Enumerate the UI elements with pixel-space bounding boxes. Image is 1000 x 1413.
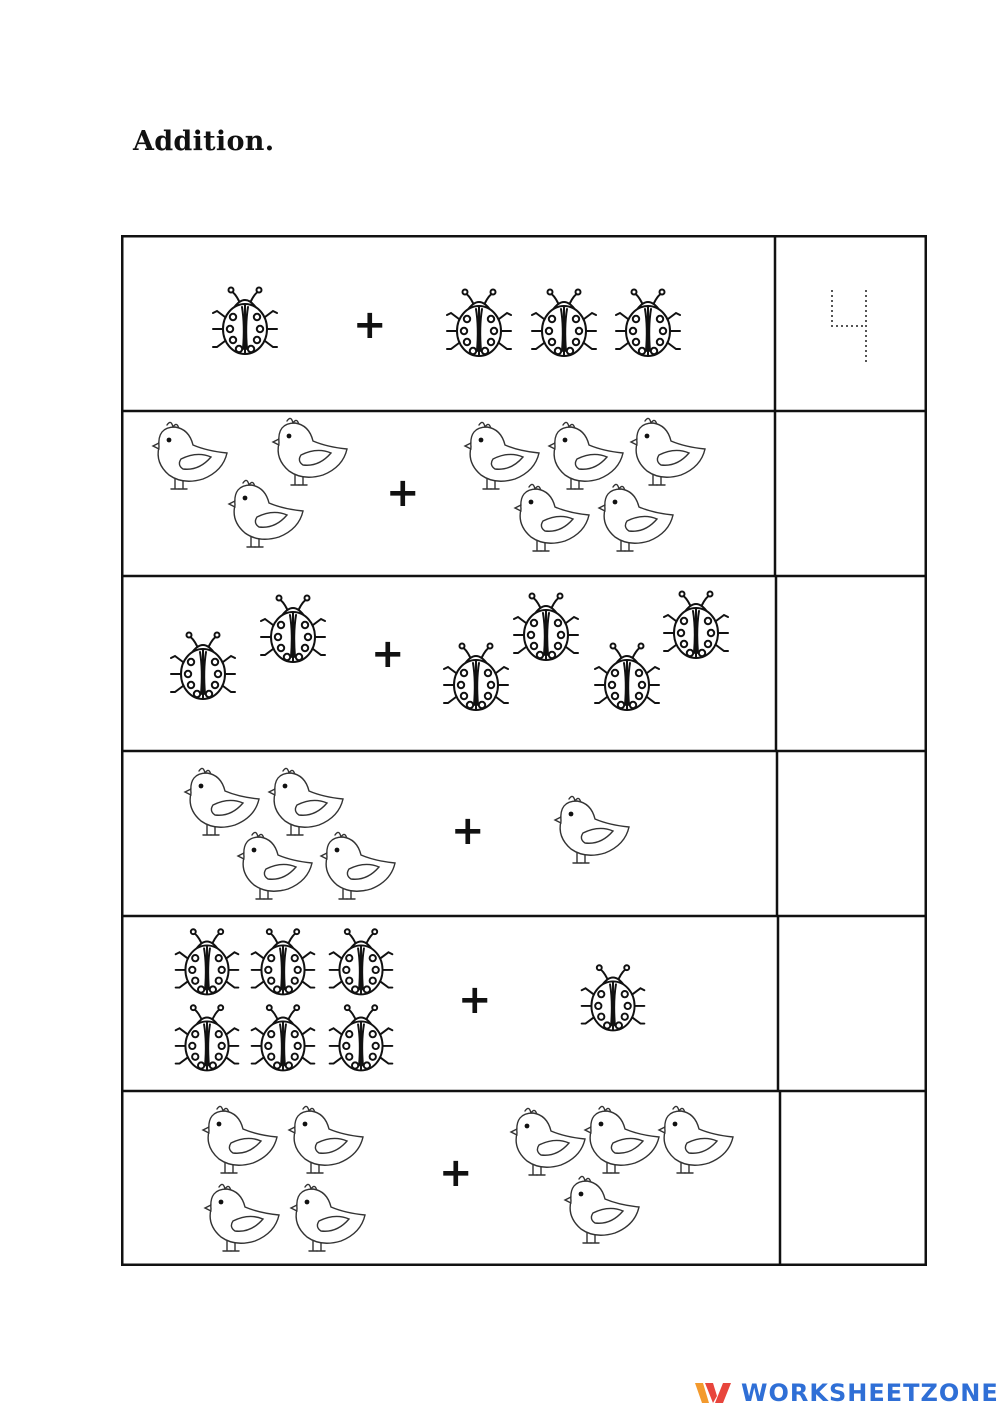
bird-icon — [599, 484, 673, 551]
bird-icon — [205, 1184, 279, 1251]
brand-name-part2: ZONE — [920, 1379, 999, 1407]
row-4-pictures — [121, 751, 776, 916]
addition-table — [121, 235, 927, 1266]
ladybug-icon — [330, 929, 393, 994]
answer-box-1[interactable] — [776, 235, 927, 411]
ladybug-icon — [261, 596, 325, 663]
bird-icon — [153, 422, 227, 489]
bird-icon — [585, 1106, 659, 1173]
ladybug-icon — [171, 633, 235, 700]
traced-answer-4 — [776, 235, 927, 411]
answer-box-5[interactable] — [776, 916, 927, 1091]
row-1-pictures — [121, 235, 776, 411]
bird-icon — [269, 768, 343, 835]
plus-sign: + — [451, 808, 485, 854]
problem-row-4 — [121, 751, 776, 916]
brand-name — [741, 1379, 999, 1407]
bird-icon — [659, 1106, 733, 1173]
bird-icon — [549, 422, 623, 489]
bird-icon — [203, 1106, 277, 1173]
ladybug-icon — [444, 644, 508, 711]
worksheet-title: Addition. — [133, 126, 275, 157]
problem-row-1 — [121, 235, 776, 411]
ladybug-icon — [176, 1005, 239, 1070]
plus-sign: + — [386, 470, 420, 516]
ladybug-icon — [176, 929, 239, 994]
ladybug-icon — [582, 965, 645, 1030]
ladybug-icon — [616, 290, 680, 357]
bird-icon — [465, 422, 539, 489]
bird-icon — [321, 832, 395, 899]
ladybug-icon — [447, 290, 511, 357]
answer-box-3[interactable] — [776, 576, 927, 751]
bird-icon — [515, 484, 589, 551]
plus-sign: + — [458, 977, 492, 1023]
bird-icon — [185, 768, 259, 835]
bird-icon — [289, 1106, 363, 1173]
bird-icon — [291, 1184, 365, 1251]
ladybug-icon — [532, 290, 596, 357]
bird-icon — [229, 480, 303, 547]
answer-box-4[interactable] — [776, 751, 927, 916]
row-5-pictures — [121, 916, 776, 1091]
problem-row-5 — [121, 916, 776, 1091]
problem-row-2 — [121, 411, 776, 576]
ladybug-icon — [252, 929, 315, 994]
bird-icon — [555, 796, 629, 863]
worksheetzone-brand[interactable] — [693, 1378, 999, 1408]
problem-row-3 — [121, 576, 776, 751]
ladybug-icon — [252, 1005, 315, 1070]
bird-icon — [238, 832, 312, 899]
ladybug-icon — [664, 592, 728, 659]
bird-icon — [273, 418, 347, 485]
w-logo-icon — [693, 1378, 733, 1408]
answer-box-6[interactable] — [776, 1091, 927, 1266]
bird-icon — [511, 1108, 585, 1175]
plus-sign: + — [353, 302, 387, 348]
plus-sign: + — [439, 1150, 473, 1196]
row-3-pictures — [121, 576, 776, 751]
answer-box-2[interactable] — [776, 411, 927, 576]
plus-sign: + — [371, 631, 405, 677]
bird-icon — [565, 1176, 639, 1243]
ladybug-icon — [514, 594, 578, 661]
ladybug-icon — [595, 644, 659, 711]
brand-name-part1: WORKSHEET — [741, 1379, 921, 1407]
ladybug-icon — [330, 1005, 393, 1070]
ladybug-icon — [213, 288, 277, 355]
bird-icon — [631, 418, 705, 485]
row-2-pictures — [121, 411, 776, 576]
problem-row-6 — [121, 1091, 776, 1266]
